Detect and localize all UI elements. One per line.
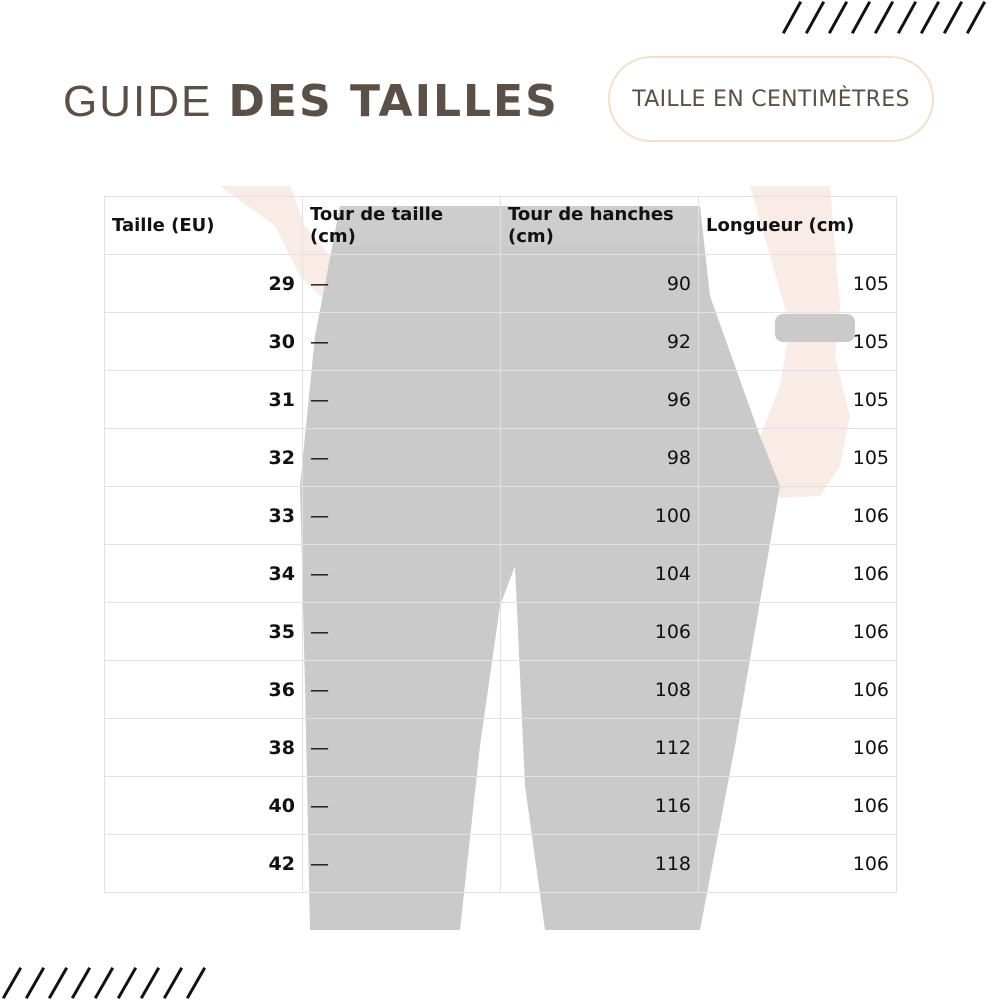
- column-header-size: Taille (EU): [105, 197, 303, 255]
- unit-badge: TAILLE EN CENTIMÈTRES: [608, 56, 934, 142]
- cell-waist: —: [303, 777, 501, 835]
- decorative-slashes-top: [780, 0, 1000, 36]
- cell-length: 106: [699, 777, 897, 835]
- cell-hips: 100: [501, 487, 699, 545]
- cell-waist: —: [303, 429, 501, 487]
- cell-length: 106: [699, 487, 897, 545]
- table-row: [105, 313, 897, 371]
- column-header-length: Longueur (cm): [699, 197, 897, 255]
- table-row: [105, 545, 897, 603]
- cell-hips: 118: [501, 835, 699, 893]
- cell-size: 29: [105, 255, 303, 313]
- cell-waist: —: [303, 545, 501, 603]
- cell-size: 32: [105, 429, 303, 487]
- table-row: [105, 661, 897, 719]
- decorative-slashes-bottom: [0, 966, 220, 1000]
- table-header-row: [105, 197, 897, 255]
- cell-length: 106: [699, 661, 897, 719]
- cell-hips: 108: [501, 661, 699, 719]
- cell-hips: 112: [501, 719, 699, 777]
- cell-size: 40: [105, 777, 303, 835]
- cell-size: 31: [105, 371, 303, 429]
- size-table-container: [104, 196, 896, 896]
- cell-length: 105: [699, 255, 897, 313]
- cell-length: 105: [699, 429, 897, 487]
- size-table: [104, 196, 897, 893]
- cell-waist: —: [303, 603, 501, 661]
- table-row: [105, 719, 897, 777]
- cell-length: 106: [699, 603, 897, 661]
- cell-hips: 116: [501, 777, 699, 835]
- cell-waist: —: [303, 661, 501, 719]
- page-title: [63, 76, 559, 127]
- cell-size: 30: [105, 313, 303, 371]
- cell-waist: —: [303, 371, 501, 429]
- column-header-hips: Tour de hanches (cm): [501, 197, 699, 255]
- column-header-waist: Tour de taille (cm): [303, 197, 501, 255]
- cell-size: 35: [105, 603, 303, 661]
- cell-size: 36: [105, 661, 303, 719]
- cell-length: 105: [699, 371, 897, 429]
- cell-length: 106: [699, 719, 897, 777]
- cell-waist: —: [303, 313, 501, 371]
- cell-length: 106: [699, 545, 897, 603]
- table-row: [105, 371, 897, 429]
- cell-waist: —: [303, 255, 501, 313]
- cell-waist: —: [303, 487, 501, 545]
- table-row: [105, 487, 897, 545]
- cell-hips: 98: [501, 429, 699, 487]
- cell-size: 38: [105, 719, 303, 777]
- cell-length: 105: [699, 313, 897, 371]
- cell-hips: 90: [501, 255, 699, 313]
- table-row: [105, 429, 897, 487]
- page-title-bold: DES TAILLES: [228, 76, 559, 127]
- cell-size: 34: [105, 545, 303, 603]
- cell-hips: 96: [501, 371, 699, 429]
- cell-hips: 104: [501, 545, 699, 603]
- table-row: [105, 603, 897, 661]
- cell-size: 33: [105, 487, 303, 545]
- table-row: [105, 835, 897, 893]
- table-row: [105, 777, 897, 835]
- cell-hips: 92: [501, 313, 699, 371]
- cell-length: 106: [699, 835, 897, 893]
- cell-hips: 106: [501, 603, 699, 661]
- cell-waist: —: [303, 835, 501, 893]
- page-title-light: GUIDE: [63, 77, 213, 126]
- cell-waist: —: [303, 719, 501, 777]
- table-row: [105, 255, 897, 313]
- cell-size: 42: [105, 835, 303, 893]
